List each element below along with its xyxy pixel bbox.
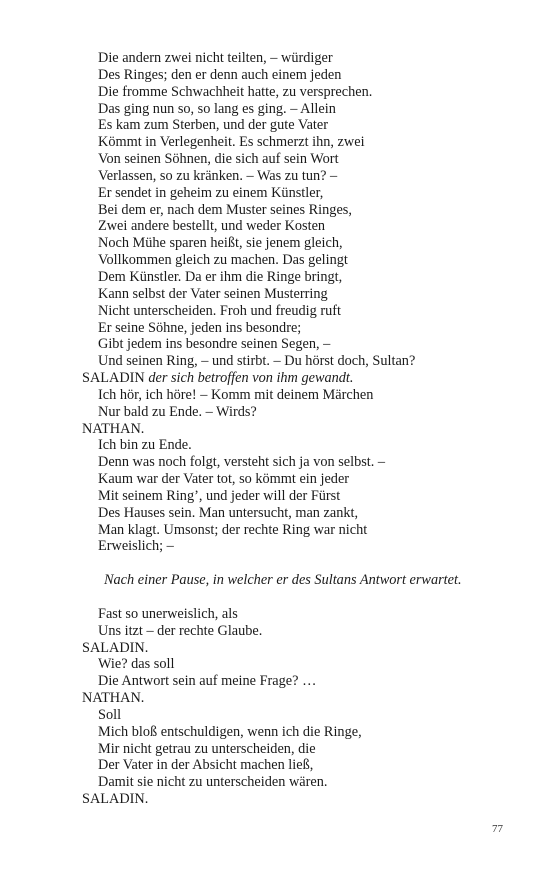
verse-block-6 [82, 707, 522, 791]
verse-line: Wie? das soll [98, 656, 175, 673]
verse-line: Fast so unerweislich, als [98, 605, 238, 622]
verse-line: Mich bloß entschuldigen, wenn ich die Ringe, [98, 723, 362, 740]
verse-line: Er sendet in geheim zu einem Künstler, [98, 184, 324, 201]
verse-line: Die andern zwei nicht teilten, – würdiger [98, 50, 333, 66]
verse-line: Kann selbst der Vater seinen Musterring [98, 285, 328, 302]
verse-block-2 [82, 387, 522, 421]
verse-line: Ich hör, ich höre! – Komm mit deinem Märchen [98, 386, 374, 403]
verse-line: Damit sie nicht zu unterscheiden wären. [98, 774, 328, 791]
speaker-nathan: NATHAN. [82, 420, 145, 437]
verse-line: Der Vater in der Absicht machen ließ, [98, 757, 314, 774]
spacer [82, 589, 522, 606]
page-text [82, 50, 522, 808]
verse-line: Nicht unterscheiden. Froh und freudig ruft [98, 302, 341, 319]
verse-line: Bei dem er, nach dem Muster seines Ringes, [98, 201, 352, 218]
verse-line: Vollkommen gleich zu machen. Das gelingt [98, 252, 348, 269]
verse-line: Noch Mühe sparen heißt, sie jenem gleich, [98, 235, 343, 252]
verse-line: Kaum war der Vater tot, so kömmt ein jeder [98, 471, 350, 488]
spacer [82, 555, 522, 572]
verse-block-1 [82, 50, 522, 370]
verse-line: Denn was noch folgt, versteht sich ja von selbst. – [98, 454, 386, 471]
verse-line: Des Ringes; den er denn auch einem jeden [98, 66, 342, 83]
verse-line: Verlassen, so zu kränken. – Was zu tun? – [98, 167, 338, 184]
verse-line: Uns itzt – der rechte Glaube. [98, 622, 263, 639]
verse-line: Es kam zum Sterben, und der gute Vater [98, 117, 329, 134]
verse-line: Des Hauses sein. Man untersucht, man zankt, [98, 504, 359, 521]
verse-line: Von seinen Söhnen, die sich auf sein Wort [98, 151, 339, 168]
verse-line: Nur bald zu Ende. – Wirds? [98, 403, 257, 420]
verse-line: Man klagt. Umsonst; der rechte Ring war nicht [98, 521, 368, 538]
verse-line: Ich bin zu Ende. [98, 437, 192, 454]
speaker-nathan: NATHAN. [82, 690, 145, 707]
verse-line: Das ging nun so, so lang es ging. – Allein [98, 100, 336, 117]
speaker-saladin: SALADIN. [82, 791, 149, 808]
speaker-name: SALADIN [82, 370, 145, 387]
verse-block-3 [82, 437, 522, 555]
verse-line: Kömmt in Verlegenheit. Es schmerzt ihn, zwei [98, 134, 365, 151]
verse-line: Er seine Söhne, jeden ins besondre; [98, 319, 302, 336]
verse-line: Mir nicht getrau zu unterscheiden, die [98, 740, 316, 757]
speaker-direction: der sich betroffen von ihm gewandt. [148, 370, 354, 387]
stage-direction: Nach einer Pause, in welcher er des Sultans Antwort erwartet. [104, 572, 462, 589]
verse-line: Und seinen Ring, – und stirbt. – Du hörst doch, Sultan? [98, 353, 416, 370]
verse-block-5 [82, 656, 522, 690]
verse-block-4 [82, 606, 522, 640]
speaker-saladin [82, 370, 522, 387]
speaker-saladin: SALADIN. [82, 639, 149, 656]
verse-line: Zwei andere bestellt, und weder Kosten [98, 218, 326, 235]
verse-line: Mit seinem Ring’, und jeder will der Fürst [98, 487, 341, 504]
verse-line: Gibt jedem ins besondre seinen Segen, – [98, 336, 331, 353]
verse-line: Soll [98, 706, 122, 723]
verse-line: Die fromme Schwachheit hatte, zu versprechen. [98, 83, 373, 100]
verse-line: Die Antwort sein auf meine Frage? … [98, 673, 317, 690]
verse-line: Dem Künstler. Da er ihm die Ringe bringt, [98, 268, 343, 285]
verse-line: Erweislich; – [98, 538, 174, 555]
page-number: 77 [492, 823, 503, 835]
